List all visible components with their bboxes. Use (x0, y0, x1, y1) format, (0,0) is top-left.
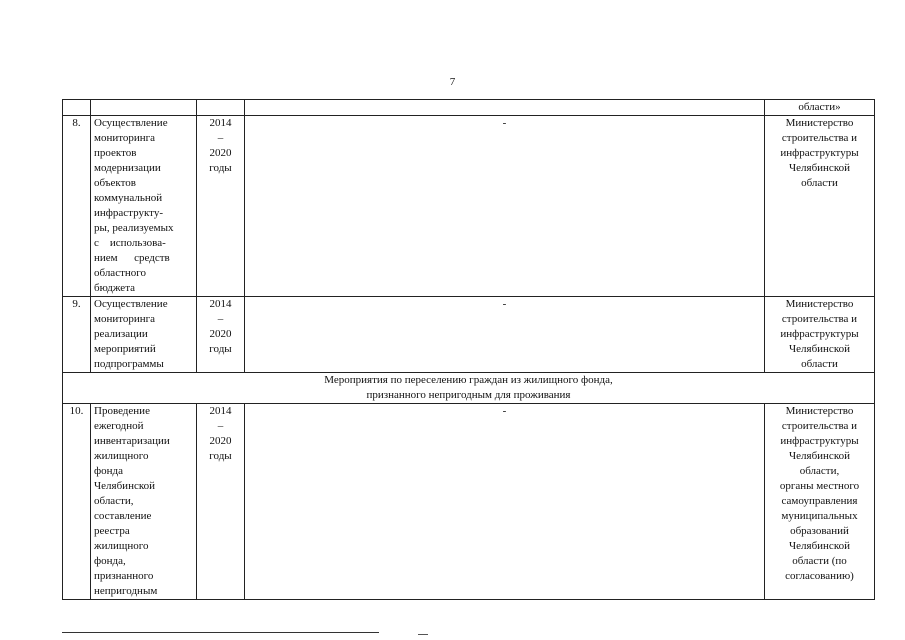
responsible-line: Челябинской (788, 540, 850, 552)
cell-name (91, 100, 197, 116)
responsible-line: Челябинской (788, 162, 850, 174)
name-line: подпрограммы (94, 358, 164, 370)
cell-num (63, 100, 91, 116)
period-line: 2020 (209, 435, 232, 447)
measure-name (91, 297, 197, 373)
responsible-line: области (по (792, 555, 847, 567)
period-line: годы (209, 162, 232, 174)
name-line: Проведение (94, 405, 150, 417)
row-number: 8. (63, 116, 91, 297)
measures-table (62, 99, 875, 600)
name-line: непригодным (94, 585, 158, 597)
name-line: признанного (94, 570, 154, 582)
name-line: реестра (94, 525, 130, 537)
name-line: областного (94, 267, 147, 279)
table-row-continuation (63, 100, 875, 116)
period-line: – (217, 313, 224, 325)
measure-name (91, 404, 197, 600)
responsible-line: согласованию) (785, 570, 854, 582)
page-number: 7 (449, 76, 456, 88)
period-line: годы (209, 343, 232, 355)
period (197, 116, 245, 297)
name-line: бюджета (94, 282, 136, 294)
responsible-line: области, (799, 465, 840, 477)
row-number: 9. (63, 297, 91, 373)
table-row-8 (63, 116, 875, 297)
name-line: жилищного (94, 450, 149, 462)
description: - (245, 297, 765, 373)
name-line: модернизации (94, 162, 161, 174)
responsible-line: инфраструктуры (780, 328, 859, 340)
name-line: области, (94, 495, 134, 507)
responsible-line: самоуправления (781, 495, 858, 507)
name-line: инвентаризации (94, 435, 170, 447)
name-line: проектов (94, 147, 137, 159)
cell-responsible (765, 100, 875, 116)
name-line: мероприятий (94, 343, 156, 355)
period (197, 297, 245, 373)
period-line: 2020 (209, 328, 232, 340)
responsible-line: образований (790, 525, 849, 537)
responsible-line: строительства и (781, 132, 858, 144)
responsible-line: Министерство (785, 117, 854, 129)
name-line: инфраструкту- (94, 207, 163, 219)
name-line: жилищного (94, 540, 149, 552)
name-line: Челябинской (94, 480, 156, 492)
period-line: 2014 (209, 405, 232, 417)
responsible-line: области» (798, 101, 841, 113)
name-line: коммунальной (94, 192, 163, 204)
name-line: составление (94, 510, 152, 522)
period-line: годы (209, 450, 232, 462)
name-line: нием средств (94, 252, 170, 264)
period (197, 404, 245, 600)
name-line: объектов (94, 177, 136, 189)
period-line: – (217, 420, 224, 432)
name-line: Осуществление (94, 298, 168, 310)
name-line: с использова- (94, 237, 166, 249)
name-line: реализации (94, 328, 148, 340)
description: - (245, 116, 765, 297)
period-line: 2014 (209, 298, 232, 310)
name-line: мониторинга (94, 132, 156, 144)
responsible-line: инфраструктуры (780, 147, 859, 159)
responsible-line: строительства и (781, 313, 858, 325)
name-line: мониторинга (94, 313, 156, 325)
responsible-line: строительства и (781, 420, 858, 432)
section-header-row (63, 373, 875, 404)
measure-name (91, 116, 197, 297)
name-line: фонда (94, 465, 123, 477)
cell-period (197, 100, 245, 116)
description: - (245, 404, 765, 600)
responsible (765, 297, 875, 373)
responsible-line: органы местного (779, 480, 860, 492)
name-line: ежегодной (94, 420, 144, 432)
table-row-10 (63, 404, 875, 600)
responsible-line: Министерство (785, 405, 854, 417)
footer-rule (62, 632, 379, 633)
cell-description (245, 100, 765, 116)
table-row-9 (63, 297, 875, 373)
responsible-line: Челябинской (788, 450, 850, 462)
responsible-line: Челябинской (788, 343, 850, 355)
footer-mark (418, 634, 428, 635)
name-line: ры, реализуемых (94, 222, 174, 234)
section-heading-line: признанного непригодным для проживания (366, 389, 571, 401)
responsible-line: инфраструктуры (780, 435, 859, 447)
section-heading (63, 373, 875, 404)
responsible (765, 404, 875, 600)
period-line: – (217, 132, 224, 144)
responsible-line: Министерство (785, 298, 854, 310)
responsible (765, 116, 875, 297)
responsible-line: муниципальных (781, 510, 858, 522)
row-number: 10. (63, 404, 91, 600)
name-line: Осуществление (94, 117, 168, 129)
period-line: 2020 (209, 147, 232, 159)
responsible-line: области (801, 177, 838, 189)
section-heading-line: Мероприятия по переселению граждан из жилищного фонда, (324, 374, 613, 386)
name-line: фонда, (94, 555, 126, 567)
period-line: 2014 (209, 117, 232, 129)
responsible-line: области (801, 358, 838, 370)
